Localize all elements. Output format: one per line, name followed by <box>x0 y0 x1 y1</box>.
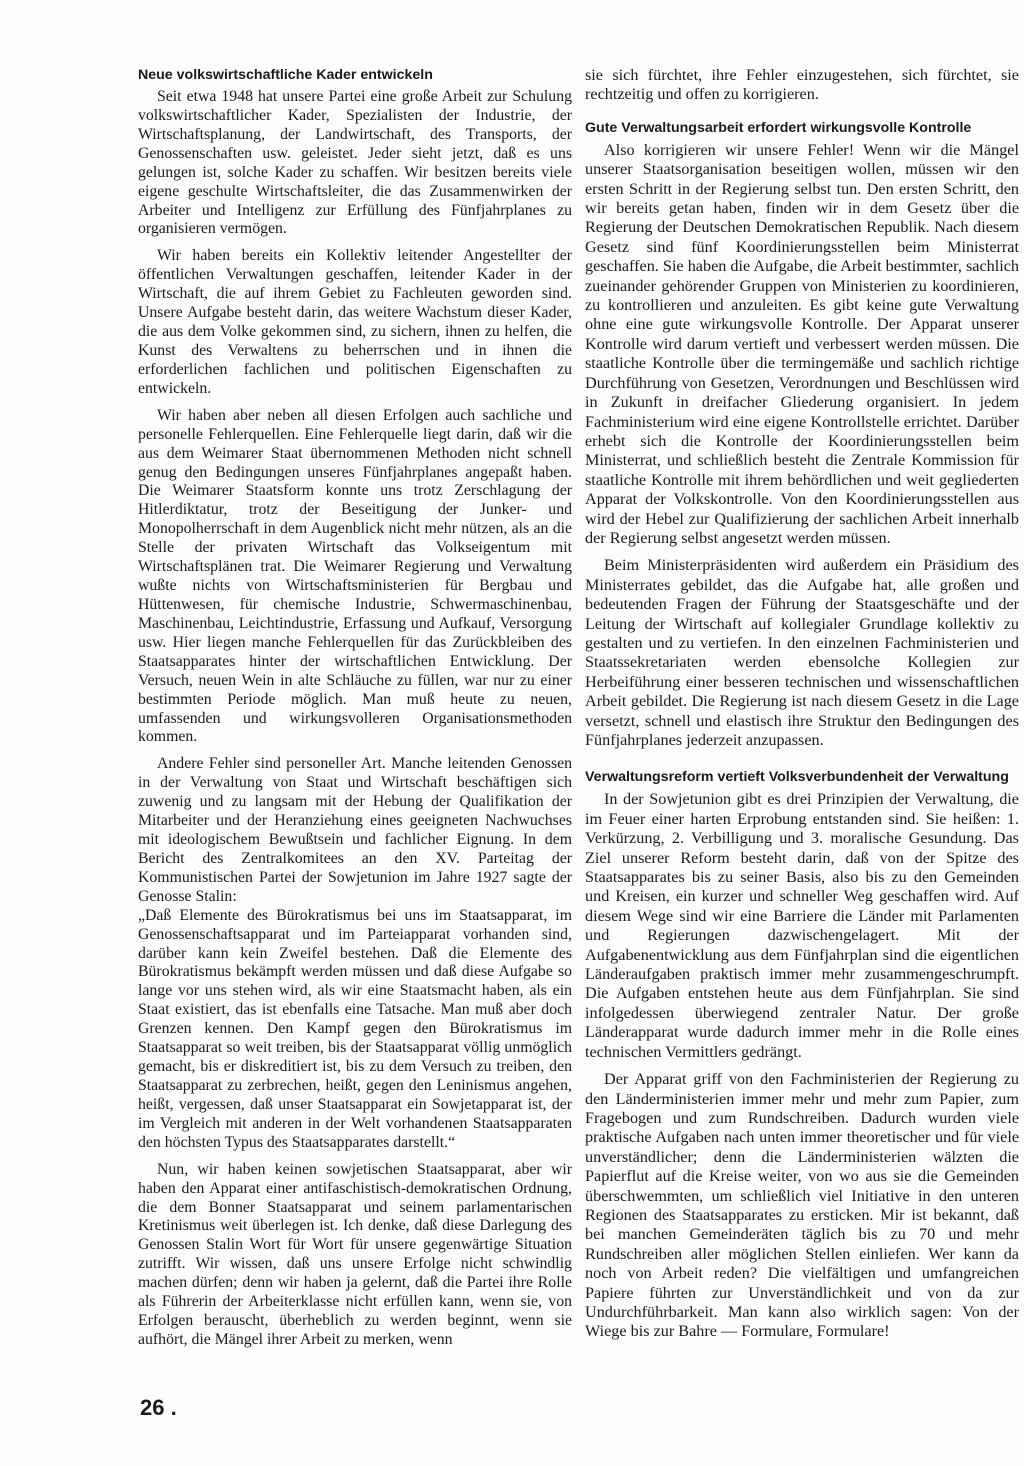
paragraph-continuation: sie sich fürchtet, ihre Fehler einzugestehen, sich fürchtet, sie rechtzeitig und offen zu korrigieren. <box>585 66 1019 104</box>
paragraph: Andere Fehler sind personeller Art. Manche leitenden Genossen in der Verwaltung von Staat und Wirtschaft beschäftigen sich zuwenig und zu langsam mit der Hebung der Qualifikation der Mitarbeiter und der Heranziehung eines geeigneten Nachwuchses mit ideologischem Bewußtsein und fachlicher Eignung. In dem Bericht des Zentralkomitees an den XV. Parteitag der Kommunistischen Partei der Sowjetunion im Jahre 1927 sagte der Genosse Stalin: <box>138 755 572 905</box>
page-number: 26 . <box>140 1395 177 1420</box>
paragraph: Seit etwa 1948 hat unsere Partei eine große Arbeit zur Schulung volkswirtschaftlicher Kader, Spezialisten der Industrie, der Wirtschaftsplanung, der Landwirtschaft, des Transports, der Genossenschaften usw. geleistet. Jeder sieht jetzt, daß es uns gelungen ist, solche Kader zu schaffen. Wir besitzen bereits viele eigene geschulte Wirtschaftsleiter, die das Zusammenwirken der Arbeiter und Intelligenz zur Erfüllung des Fünfjahrplanes zu organisieren vermögen. <box>138 88 572 238</box>
paragraph: Nun, wir haben keinen sowjetischen Staatsapparat, aber wir haben den Apparat einer antifaschistisch-demokratischen Ordnung, die dem Bonner Staatsapparat und seinem parlamentarischen Kretinismus weit überlegen ist. Ich denke, daß diese Darlegung des Genossen Stalin Wort für Wort für unsere gegenwärtige Situation zutrifft. Wir wissen, daß uns unsere Erfolge nicht schwindlig machen dürfen; denn wir haben ja gelernt, daß die Partei ihre Rolle als Führerin der Arbeiterklasse nicht erfüllen kann, wenn sie, von Erfolgen berauscht, überheblich zu werden beginnt, wenn sie aufhört, die Mängel ihrer Arbeit zu merken, wenn <box>138 1160 572 1348</box>
left-column <box>138 66 572 1358</box>
paragraph: Also korrigieren wir unsere Fehler! Wenn wir die Mängel unserer Staatsorganisation beseitigen wollen, müssen wir den ersten Schritt in der Regierung selbst tun. Den ersten Schritt, den wir bereits getan haben, finden wir in dem Gesetz über die Regierung der Deutschen Demokratischen Republik. Nach diesem Gesetz sind fünf Koordinierungsstellen beim Ministerrat geschaffen. Sie haben die Aufgabe, die Arbeit bestimmter, sachlich zueinander gehörender Gruppen von Ministerien zu koordinieren, zu kontrollieren und anzuleiten. Es gibt keine gute Verwaltung ohne eine gute wirkungsvolle Kontrolle. Der Apparat unserer Kontrolle wird darum vertieft und verbessert werden müssen. Die staatliche Kontrolle über die termingemäße und sachlich richtige Durchführung von Gesetzen, Verordnungen und Beschlüssen wird in Zukunft in dreifacher Gliederung organisiert. In jedem Fachministerium wird eine eigene Kontrollstelle errichtet. Darüber erhebt sich die Kontrolle der Koordinierungsstellen beim Ministerrat, und schließlich besteht die Zentrale Kommission für staatliche Kontrolle mit ihrem behördlichen und weit gegliederten Apparat der Volkskontrolle. Von den Koordinierungsstellen aus wird der Hebel zur Qualifizierung der sachlichen Arbeit innerhalb der Regierung selbst angesetzt werden müssen. <box>585 140 1019 547</box>
paragraph: Wir haben aber neben all diesen Erfolgen auch sachliche und personelle Fehlerquellen. Eine Fehlerquelle liegt darin, daß wir die aus dem Weimarer Staat übernommenen Methoden nicht schnell genug den Bedingungen unseres Fünfjahrplanes angepaßt haben. Die Weimarer Staatsform konnte uns trotz Zerschlagung der Hitlerdiktatur, trotz der Beseitigung der Junker- und Monopolherrschaft in dem Augenblick nicht mehr nützen, als an die Stelle der privaten Wirtschaft das Volkseigentum mit Wirtschaftsplänen trat. Die Weimarer Regierung und Verwaltung wußte nichts von Wirtschaftsministerien für Bergbau und Hüttenwesen, für chemische Industrie, Schwermaschinenbau, Maschinenbau, Leichtindustrie, Erfassung und Aufkauf, Versorgung usw. Hier liegen manche Fehlerquellen für das Zurückbleiben des Staatsapparates hinter der wirtschaftlichen Entwicklung. Der Versuch, neuen Wein in alte Schläuche zu füllen, war nur zu einer bestimmten Periode möglich. Man muß heute zu neuen, umfassenden und wirkungsvolleren Organisationsmethoden kommen. <box>138 406 572 746</box>
stalin-quote: „Daß Elemente des Bürokratismus bei uns im Staatsapparat, im Genossenschaftsapparat und im Parteiapparat vorhanden sind, darüber kann kein Zweifel bestehen. Daß die Elemente des Bürokratismus bekämpft werden müssen und daß diese Aufgabe so lange vor uns stehen wird, als wir eine Staatsmacht haben, als ein Staat existiert, das ist ebenfalls eine Tatsache. Man muß aber doch Grenzen kennen. Den Kampf gegen den Bürokratismus im Staatsapparat so weit treiben, bis der Staatsapparat völlig unmöglich gemacht, bis er diskreditiert ist, bis zu dem Versuch zu treiben, den Staatsapparat zu zerbrechen, heißt, gegen den Leninismus angehen, heißt, vergessen, daß unser Staatsapparat ein Sowjetapparat ist, der im Vergleich mit anderen in der Welt vorhandenen Staatsapparaten den höchsten Typus des Staatsapparates darstellt.“ <box>138 906 572 1151</box>
paragraph: Wir haben bereits ein Kollektiv leitender Angestellter der öffentlichen Verwaltungen geschaffen, leitender Kader in der Wirtschaft, die auf ihrem Gebiet zu Fachleuten geworden sind. Unsere Aufgabe besteht darin, das weitere Wachstum dieser Kader, die aus dem Volke gekommen sind, zu sichern, ihnen zu helfen, die Kunst des Verwaltens zu beherrschen und in ihnen die erforderlichen fachlichen und politischen Eigenschaften zu entwickeln. <box>138 247 572 397</box>
right-column <box>585 66 1019 1350</box>
section-heading: Neue volkswirtschaftliche Kader entwickeln <box>138 67 433 83</box>
paragraph: In der Sowjetunion gibt es drei Prinzipien der Verwaltung, die im Feuer einer harten Erprobung entstanden sind. Sie heißen: 1. Verkürzung, 2. Verbilligung und 3. moralische Gesundung. Das Ziel unserer Reform besteht darin, daß von der Spitze des Staatsapparates bis zu seiner Basis, also bis zu den Gemeinden und Kreisen, ein kurzer und schneller Weg geschaffen wird. Auf diesem Wege sind wir eine Barriere die Länder mit Parlamenten und Regierungen dazwischengelagert. Mit der Aufgabenentwicklung aus dem Fünfjahrplan sind die eigentlichen Länderaufgaben praktisch immer mehr zusammengeschrumpft. Die Aufgaben entstehen heute aus dem Fünfjahrplan. Sie sind infolgedessen überwiegend zentraler Natur. Der große Länderapparat wurde dadurch immer mehr in die Rolle eines technischen Vermittlers gedrängt. <box>585 790 1019 1061</box>
section-heading: Gute Verwaltungsarbeit erfordert wirkungsvolle Kontrolle <box>585 119 972 136</box>
paragraph: Der Apparat griff von den Fachministerien der Regierung zu den Länderministerien immer mehr und mehr zum Papier, zum Fragebogen und zum Rundschreiben. Dadurch wurden viele praktische Aufgaben nach unten immer theoretischer und für viele unverständlicher; denn die Länderministerien wälzten die Papierflut auf die Kreise weiter, von wo aus sie die Gemeinden überschwemmten, um schließlich viel Initiative in den unteren Regionen des Staatsapparates zu ersticken. Mir ist bekannt, daß bei manchen Gemeinderäten täglich bis zu 70 und mehr Rundschreiben aller möglichen Stellen einliefen. Wer kann da noch von Arbeit reden? Die vielfältigen und umfangreichen Papiere führten zur Unverständlichkeit und von da zur Undurchführbarkeit. Man kann also wirklich sagen: Von der Wiege bis zur Bahre — Formulare, Formulare! <box>585 1070 1019 1341</box>
section-heading: Verwaltungsreform vertieft Volksverbundenheit der Verwaltung <box>585 769 1009 786</box>
paragraph: Beim Ministerpräsidenten wird außerdem ein Präsidium des Ministerrates gebildet, das die Aufgabe hat, alle großen und bedeutenden Fragen der Führung der Staatsgeschäfte und der Leitung der Wirtschaft auf kollegialer Grundlage kollektiv zu gestalten und zu vertiefen. In den einzelnen Fachministerien und Staatssekretariaten werden ebensolche Kollegien zur Herbeiführung einer besseren technischen und wissenschaftlichen Arbeit gebildet. Die Regierung ist nach diesem Gesetz in die Lage versetzt, schnell und elastisch ihre Struktur den Bedingungen des Fünfjahrplanes jederzeit anzupassen. <box>585 556 1019 749</box>
